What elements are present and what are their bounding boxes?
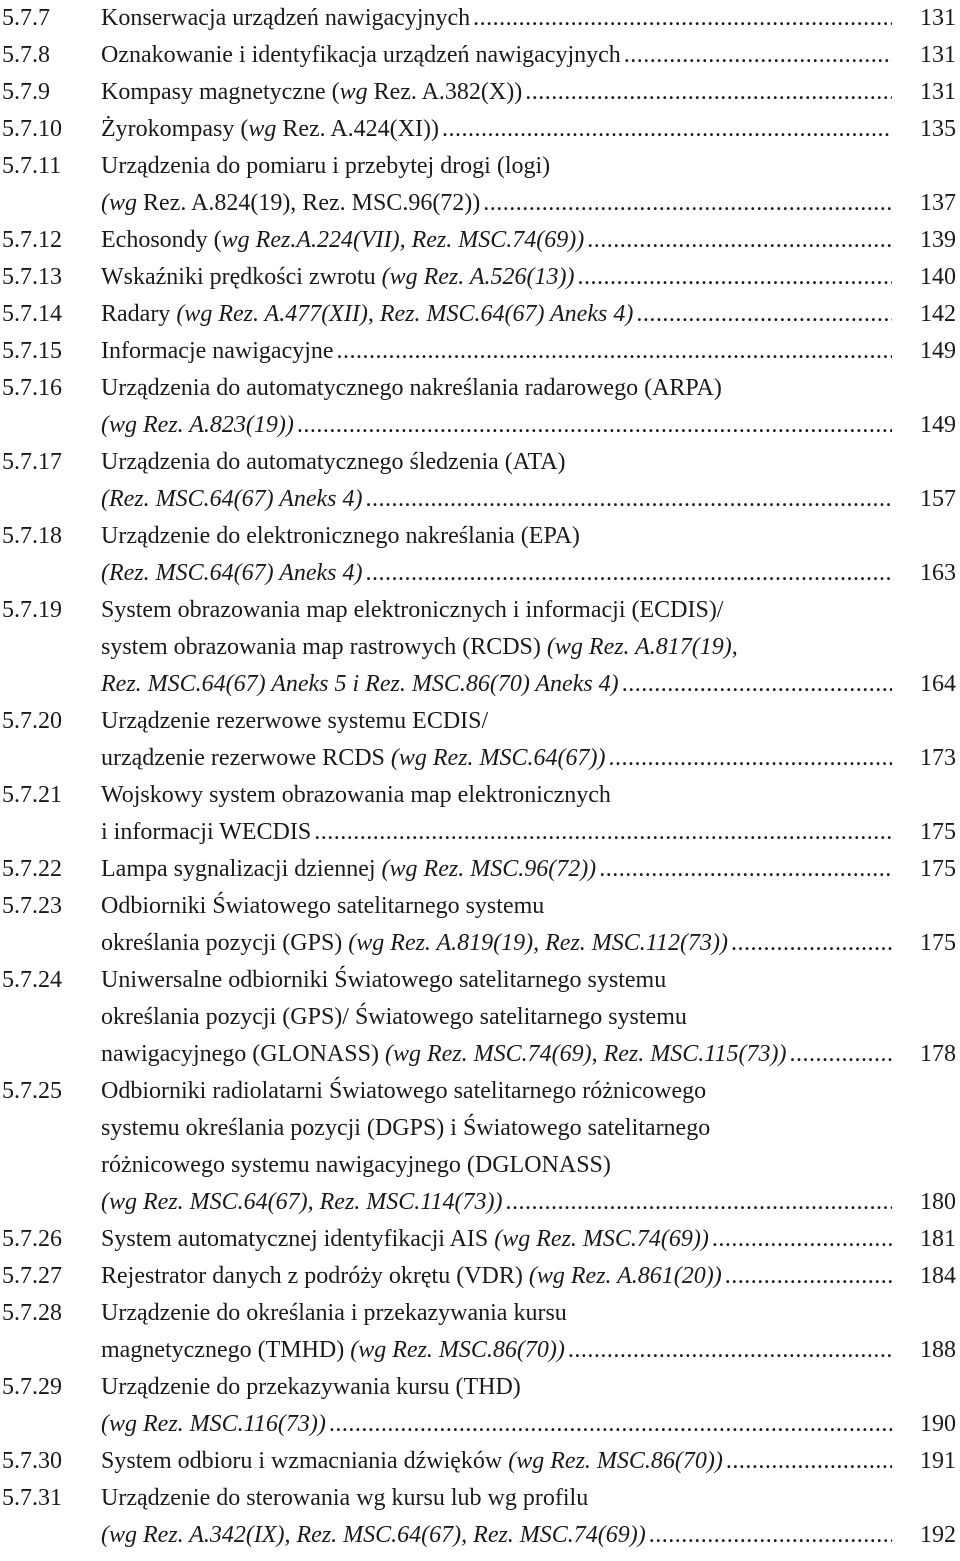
dot-leader xyxy=(329,1406,892,1443)
dot-leader xyxy=(599,851,892,888)
entry-title xyxy=(101,703,488,740)
page-number: 163 xyxy=(920,560,956,586)
page-number: 180 xyxy=(920,1189,956,1215)
toc-line xyxy=(0,1184,960,1221)
entry-title xyxy=(101,1073,706,1110)
section-number: 5.7.9 xyxy=(2,79,50,105)
page-number: 149 xyxy=(920,338,956,364)
title-segment: (wg Rez. A.477(XII), Rez. MSC.64(67) Aneks 4) xyxy=(176,301,634,327)
section-number: 5.7.26 xyxy=(2,1226,62,1252)
toc-entry xyxy=(0,1258,960,1295)
toc-line xyxy=(0,740,960,777)
entry-title xyxy=(101,814,896,851)
entry-title xyxy=(101,1332,896,1369)
title-segment: Urządzenia do pomiaru i przebytej drogi (logi) xyxy=(101,153,551,179)
section-number: 5.7.17 xyxy=(2,449,62,475)
toc-line xyxy=(0,481,960,518)
page-number: 175 xyxy=(920,930,956,956)
title-segment: Rez. A.424(XI)) xyxy=(276,116,439,142)
dot-leader xyxy=(726,1443,892,1480)
dot-leader xyxy=(297,407,892,444)
title-segment: różnicowego systemu nawigacyjnego (DGLONASS) xyxy=(101,1152,611,1178)
entry-title xyxy=(101,629,738,666)
toc-line xyxy=(0,37,960,74)
toc-line xyxy=(0,0,960,37)
toc-line xyxy=(0,1369,960,1406)
title-segment: nawigacyjnego (GLONASS) xyxy=(101,1041,385,1067)
entry-title xyxy=(101,518,580,555)
dot-leader xyxy=(442,111,892,148)
toc-entry xyxy=(0,518,960,592)
title-segment: Uniwersalne odbiorniki Światowego satelitarnego systemu xyxy=(101,967,667,993)
entry-title xyxy=(101,481,896,518)
dot-leader xyxy=(337,333,892,370)
toc-line xyxy=(0,1295,960,1332)
entry-title xyxy=(101,0,896,37)
dot-leader xyxy=(366,555,893,592)
toc-line xyxy=(0,259,960,296)
title-segment: (Rez. MSC.64(67) Aneks 4) xyxy=(101,560,363,586)
toc-entry xyxy=(0,222,960,259)
toc-line xyxy=(0,703,960,740)
entry-title xyxy=(101,296,896,333)
page-number: 175 xyxy=(920,856,956,882)
title-segment: magnetycznego (TMHD) xyxy=(101,1337,351,1363)
section-number: 5.7.11 xyxy=(2,153,62,179)
title-segment: systemu określania pozycji (DGPS) i Światowego satelitarnego xyxy=(101,1115,711,1141)
toc-line xyxy=(0,518,960,555)
entry-title xyxy=(101,1369,521,1406)
toc-line xyxy=(0,1480,960,1517)
dot-leader xyxy=(505,1184,892,1221)
section-number: 5.7.8 xyxy=(2,42,50,68)
entry-title xyxy=(101,1036,896,1073)
title-segment: Kompasy magnetyczne ( xyxy=(101,79,340,105)
dot-leader xyxy=(622,666,892,703)
entry-title xyxy=(101,148,550,185)
title-segment: określania pozycji (GPS) xyxy=(101,930,349,956)
entry-title xyxy=(101,1517,896,1554)
page-number: 142 xyxy=(920,301,956,327)
title-segment: Odbiorniki Światowego satelitarnego systemu xyxy=(101,893,545,919)
title-segment: system obrazowania map rastrowych (RCDS) xyxy=(101,634,547,660)
entry-title xyxy=(101,1258,896,1295)
toc-line xyxy=(0,1073,960,1110)
toc-line xyxy=(0,888,960,925)
entry-title xyxy=(101,1221,896,1258)
section-number: 5.7.28 xyxy=(2,1300,62,1326)
section-number: 5.7.19 xyxy=(2,597,62,623)
entry-title xyxy=(101,444,566,481)
title-segment: określania pozycji (GPS)/ Światowego satelitarnego systemu xyxy=(101,1004,687,1030)
toc-line xyxy=(0,666,960,703)
entry-title xyxy=(101,185,896,222)
entry-title xyxy=(101,222,896,259)
title-segment: (wg xyxy=(101,190,137,216)
toc-entry xyxy=(0,962,960,1073)
section-number: 5.7.29 xyxy=(2,1374,62,1400)
entry-title xyxy=(101,592,723,629)
page-number: 139 xyxy=(920,227,956,253)
section-number: 5.7.10 xyxy=(2,116,62,142)
title-segment: Rejestrator danych z podróży okrętu (VDR) xyxy=(101,1263,529,1289)
dot-leader xyxy=(636,296,892,333)
title-segment: Urządzenie do sterowania wg kursu lub wg profilu xyxy=(101,1485,589,1511)
title-segment: (wg Rez. A.823(19)) xyxy=(101,412,294,438)
section-number: 5.7.23 xyxy=(2,893,62,919)
page-number: 181 xyxy=(920,1226,956,1252)
entry-title xyxy=(101,1184,896,1221)
title-segment: System odbioru i wzmacniania dźwięków xyxy=(101,1448,509,1474)
section-number: 5.7.24 xyxy=(2,967,62,993)
section-number: 5.7.14 xyxy=(2,301,62,327)
title-segment: Rez. A.382(X)) xyxy=(367,79,523,105)
entry-title xyxy=(101,370,722,407)
dot-leader xyxy=(624,37,892,74)
page-number: 131 xyxy=(920,5,956,31)
page-number: 178 xyxy=(920,1041,956,1067)
toc-entry xyxy=(0,1480,960,1554)
section-number: 5.7.15 xyxy=(2,338,62,364)
page-number: 149 xyxy=(920,412,956,438)
toc-line xyxy=(0,999,960,1036)
section-number: 5.7.22 xyxy=(2,856,62,882)
page-number: 190 xyxy=(920,1411,956,1437)
toc-line xyxy=(0,925,960,962)
toc-line xyxy=(0,74,960,111)
title-segment: urządzenie rezerwowe RCDS xyxy=(101,745,391,771)
toc-entry xyxy=(0,0,960,37)
toc-entry xyxy=(0,296,960,333)
dot-leader xyxy=(587,222,892,259)
entry-title xyxy=(101,740,896,777)
page-number: 131 xyxy=(920,79,956,105)
title-segment: (wg Rez. A.861(20)) xyxy=(528,1263,722,1289)
title-segment: (wg Rez. MSC.64(67), Rez. MSC.114(73)) xyxy=(101,1189,503,1215)
toc-line xyxy=(0,629,960,666)
dot-leader xyxy=(525,74,892,111)
entry-title xyxy=(101,555,896,592)
toc-entry xyxy=(0,851,960,888)
page-number: 135 xyxy=(920,116,956,142)
dot-leader xyxy=(712,1221,892,1258)
entry-title xyxy=(101,74,896,111)
dot-leader xyxy=(473,0,892,37)
dot-leader xyxy=(725,1258,892,1295)
title-segment: Żyrokompasy ( xyxy=(101,116,249,142)
page-number: 137 xyxy=(920,190,956,216)
dot-leader xyxy=(568,1332,892,1369)
title-segment: Informacje nawigacyjne xyxy=(101,338,334,364)
toc-line xyxy=(0,1258,960,1295)
toc-line xyxy=(0,555,960,592)
dot-leader xyxy=(649,1517,892,1554)
page-number: 140 xyxy=(920,264,956,290)
toc-entry xyxy=(0,74,960,111)
toc-line xyxy=(0,1036,960,1073)
title-segment: (wg Rez. MSC.64(67)) xyxy=(390,745,606,771)
toc-entry xyxy=(0,37,960,74)
toc-line xyxy=(0,1332,960,1369)
entry-title xyxy=(101,1295,567,1332)
toc-line xyxy=(0,407,960,444)
toc-line xyxy=(0,148,960,185)
section-number: 5.7.27 xyxy=(2,1263,62,1289)
page-number: 191 xyxy=(920,1448,956,1474)
title-segment: Urządzenie rezerwowe systemu ECDIS/ xyxy=(101,708,489,734)
entry-title xyxy=(101,407,896,444)
toc-entry xyxy=(0,703,960,777)
section-number: 5.7.16 xyxy=(2,375,62,401)
dot-leader xyxy=(483,185,892,222)
section-number: 5.7.31 xyxy=(2,1485,62,1511)
title-segment: Echosondy ( xyxy=(101,227,222,253)
dot-leader xyxy=(366,481,893,518)
entry-title xyxy=(101,1406,896,1443)
toc-entry xyxy=(0,148,960,222)
entry-title xyxy=(101,111,896,148)
title-segment: (wg Rez. A.526(13)) xyxy=(381,264,575,290)
section-number: 5.7.25 xyxy=(2,1078,62,1104)
toc-entry xyxy=(0,444,960,518)
title-segment: (wg Rez. MSC.74(69), Rez. MSC.115(73)) xyxy=(384,1041,787,1067)
title-segment: Wskaźniki prędkości zwrotu xyxy=(101,264,382,290)
section-number: 5.7.20 xyxy=(2,708,62,734)
section-number: 5.7.18 xyxy=(2,523,62,549)
toc-entry xyxy=(0,777,960,851)
dot-leader xyxy=(731,925,892,962)
title-segment: (wg Rez. MSC.86(70)) xyxy=(350,1337,565,1363)
section-number: 5.7.30 xyxy=(2,1448,62,1474)
entry-title xyxy=(101,37,896,74)
page-number: 173 xyxy=(920,745,956,771)
toc-entry xyxy=(0,592,960,703)
toc-entry xyxy=(0,1073,960,1221)
title-segment: (wg Rez. A.819(19), Rez. MSC.112(73)) xyxy=(348,930,728,956)
title-segment: (wg Rez. A.817(19), xyxy=(546,634,738,660)
page-number: 175 xyxy=(920,819,956,845)
toc-line xyxy=(0,296,960,333)
page-number: 184 xyxy=(920,1263,956,1289)
toc-line xyxy=(0,1443,960,1480)
entry-title xyxy=(101,1147,611,1184)
toc-line xyxy=(0,962,960,999)
title-segment: System automatycznej identyfikacji AIS xyxy=(101,1226,495,1252)
section-number: 5.7.21 xyxy=(2,782,62,808)
dot-leader xyxy=(577,259,892,296)
entry-title xyxy=(101,777,611,814)
title-segment: wg Rez.A.224(VII), Rez. MSC.74(69)) xyxy=(221,227,585,253)
title-segment: Konserwacja urządzeń nawigacyjnych xyxy=(101,5,471,31)
title-segment: (wg Rez. MSC.74(69)) xyxy=(494,1226,709,1252)
title-segment: Urządzenie do określania i przekazywania kursu xyxy=(101,1300,567,1326)
title-segment: Lampa sygnalizacji dziennej xyxy=(101,856,382,882)
toc-line xyxy=(0,777,960,814)
title-segment: (wg Rez. A.342(IX), Rez. MSC.64(67), Rez. MSC.74(69)) xyxy=(101,1522,646,1548)
toc-entry xyxy=(0,1443,960,1480)
entry-title xyxy=(101,925,896,962)
toc-line xyxy=(0,222,960,259)
entry-title xyxy=(101,888,544,925)
section-number: 5.7.7 xyxy=(2,5,50,31)
page-number: 164 xyxy=(920,671,956,697)
title-segment: Radary xyxy=(101,301,177,327)
entry-title xyxy=(101,1443,896,1480)
toc-line xyxy=(0,814,960,851)
page-number: 188 xyxy=(920,1337,956,1363)
toc-entry xyxy=(0,1369,960,1443)
toc-entry xyxy=(0,370,960,444)
toc-entry xyxy=(0,888,960,962)
dot-leader xyxy=(314,814,892,851)
toc-entry xyxy=(0,111,960,148)
entry-title xyxy=(101,666,896,703)
section-number: 5.7.12 xyxy=(2,227,62,253)
toc-line xyxy=(0,851,960,888)
title-segment: (wg Rez. MSC.96(72)) xyxy=(381,856,597,882)
entry-title xyxy=(101,1480,588,1517)
toc-line xyxy=(0,1221,960,1258)
toc-line xyxy=(0,185,960,222)
title-segment: Rez. A.824(19), Rez. MSC.96(72)) xyxy=(137,190,481,216)
entry-title xyxy=(101,962,666,999)
title-segment: i informacji WECDIS xyxy=(101,819,312,845)
toc-line xyxy=(0,1147,960,1184)
title-segment: wg xyxy=(339,79,368,105)
title-segment: (wg Rez. MSC.86(70)) xyxy=(508,1448,723,1474)
title-segment: Odbiorniki radiolatarni Światowego satelitarnego różnicowego xyxy=(101,1078,707,1104)
entry-title xyxy=(101,333,896,370)
toc-entry xyxy=(0,259,960,296)
entry-title xyxy=(101,851,896,888)
title-segment: Urządzenie do przekazywania kursu (THD) xyxy=(101,1374,521,1400)
title-segment: Oznakowanie i identyfikacja urządzeń nawigacyjnych xyxy=(101,42,621,68)
toc-line xyxy=(0,1517,960,1554)
page-number: 192 xyxy=(920,1522,956,1548)
title-segment: (wg Rez. MSC.116(73)) xyxy=(101,1411,326,1437)
title-segment: Urządzenia do automatycznego śledzenia (ATA) xyxy=(101,449,566,475)
title-segment: Rez. MSC.64(67) Aneks 5 i Rez. MSC.86(70) Aneks 4) xyxy=(101,671,619,697)
toc-line xyxy=(0,592,960,629)
toc-entry xyxy=(0,1295,960,1369)
title-segment: System obrazowania map elektronicznych i informacji (ECDIS)/ xyxy=(101,597,724,623)
entry-title xyxy=(101,999,687,1036)
title-segment: (Rez. MSC.64(67) Aneks 4) xyxy=(101,486,363,512)
toc-entry xyxy=(0,1221,960,1258)
entry-title xyxy=(101,259,896,296)
toc-line xyxy=(0,333,960,370)
dot-leader xyxy=(789,1036,892,1073)
dot-leader xyxy=(609,740,892,777)
toc-line xyxy=(0,1406,960,1443)
title-segment: Urządzenie do elektronicznego nakreślania (EPA) xyxy=(101,523,580,549)
toc-line xyxy=(0,1110,960,1147)
entry-title xyxy=(101,1110,710,1147)
toc-line xyxy=(0,370,960,407)
title-segment: wg xyxy=(248,116,277,142)
toc-line xyxy=(0,444,960,481)
toc-entry xyxy=(0,333,960,370)
title-segment: Wojskowy system obrazowania map elektronicznych xyxy=(101,782,611,808)
page-number: 131 xyxy=(920,42,956,68)
section-number: 5.7.13 xyxy=(2,264,62,290)
toc-line xyxy=(0,111,960,148)
title-segment: Urządzenia do automatycznego nakreślania radarowego (ARPA) xyxy=(101,375,722,401)
page-number: 157 xyxy=(920,486,956,512)
